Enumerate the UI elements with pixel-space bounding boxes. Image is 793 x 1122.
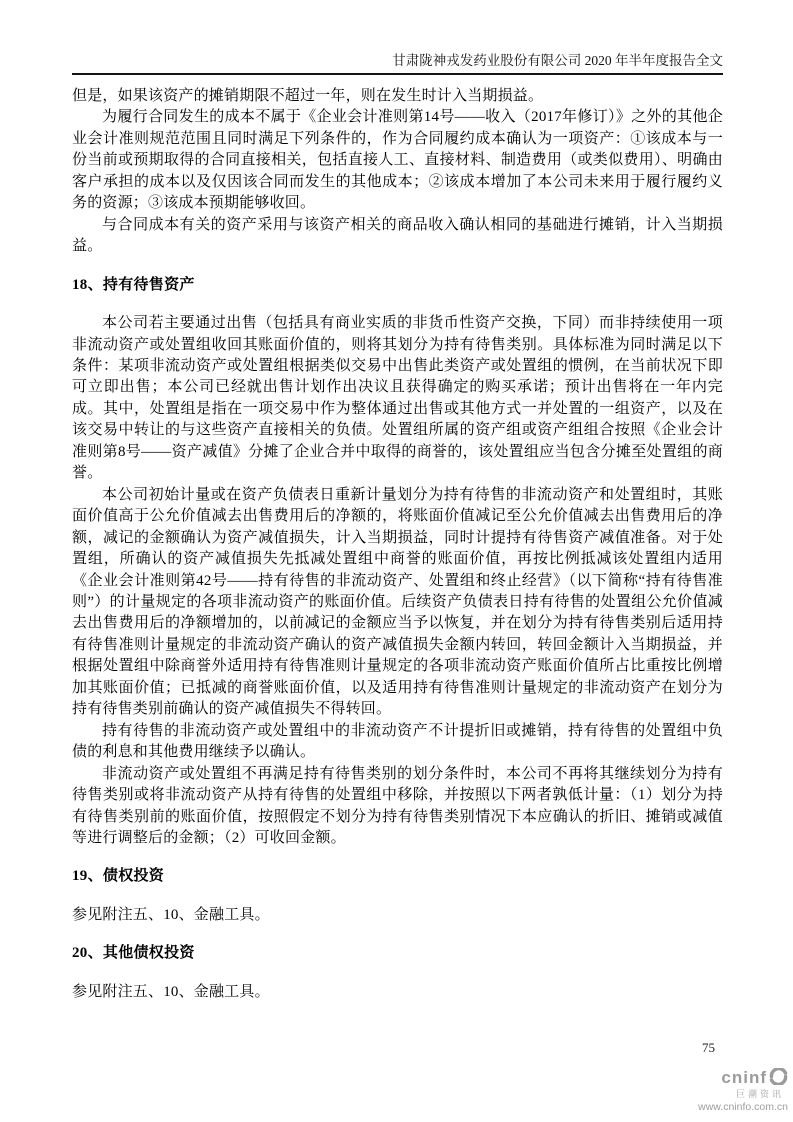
cninfo-wordmark: cninf <box>721 1068 767 1087</box>
paragraph: 本公司初始计量或在资产负债表日重新计量划分为持有待售的非流动资产和处置组时，其账面价值高于公允价值减去出售费用后的净额的，将账面价值减记至公允价值减去出售费用后的净额，减记的金额确认为资产减值损失，计入当期损益，同时计提持有待售资产减值准备。对于处置组，所确认的资产减值损失先抵减处置组中商誉的账面价值，再按比例抵减该处置组内适用《企业会计准则第42号——持有待售的非流动资产、处置组和终止经营》（以下简称“持有待售准则”）的计量规定的各项非流动资产的账面价值。后续资产负债表日持有待售的处置组公允价值减去出售费用后的净额增加的，以前减记的金额应当予以恢复，并在划分为持有待售类别后适用持有待售准则计量规定的非流动资产确认的资产减值损失金额内转回，转回金额计入当期损益，并根据处置组中除商誉外适用持有待售准则计量规定的各项非流动资产账面价值所占比重按比例增加其账面价值；已抵减的商誉账面价值，以及适用持有待售准则计量规定的非流动资产在划分为持有待售类别前确认的资产减值损失不得转回。 <box>72 486 723 718</box>
document-body <box>72 86 723 1003</box>
cninfo-logo <box>698 1068 788 1113</box>
paragraph: 但是，如果该资产的摊销期限不超过一年，则在发生时计入当期损益。 <box>72 88 544 104</box>
cninfo-caption: 巨潮资讯 <box>735 1088 784 1099</box>
paragraph: 持有待售的非流动资产或处置组中的非流动资产不计提折旧或摊销，持有待售的处置组中负债的利息和其他费用继续予以确认。 <box>72 722 723 761</box>
section-heading-18: 18、持有待售资产 <box>72 276 195 293</box>
report-title: 甘肃陇神戎发药业股份有限公司 2020 年半年度报告全文 <box>392 53 723 68</box>
paragraph: 非流动资产或处置组不再满足持有待售类别的划分条件时，本公司不再将其继续划分为持有待售类别或将非流动资产从持有待售的处置组中移除，并按照以下两者孰低计量：（1）划分为持有待售类别前的账面价值，按照假定不划分为持有待售类别情况下本应确认的折旧、摊销或减值等进行调整后的金额；（2）可收回金额。 <box>72 765 723 846</box>
page-header <box>72 0 723 75</box>
cninfo-swirl-icon <box>769 1068 788 1088</box>
page-number: 75 <box>702 1040 715 1055</box>
paragraph: 与合同成本有关的资产采用与该资产相关的商品收入确认相同的基础进行摊销，计入当期损益。 <box>72 216 723 255</box>
paragraph: 参见附注五、10、金融工具。 <box>72 983 270 1000</box>
section-heading-20: 20、其他债权投资 <box>72 945 195 962</box>
paragraph: 为履行合同发生的成本不属于《企业会计准则第14号——收入（2017年修订）》之外的其他企业会计准则规范范围且同时满足下列条件的，作为合同履约成本确认为一项资产：①该成本与一份当前或预期取得的合同直接相关，包括直接人工、直接材料、制造费用（或类似费用）、明确由客户承担的成本以及仅因该合同而发生的其他成本；②该成本增加了本公司未来用于履行履约义务的资源；③该成本预期能够收回。 <box>72 109 723 212</box>
cninfo-url: www.cninfo.com.cn <box>698 1100 788 1113</box>
paragraph: 本公司若主要通过出售（包括具有商业实质的非货币性资产交换，下同）而非持续使用一项非流动资产或处置组收回其账面价值的，则将其划分为持有待售类别。具体标准为同时满足以下条件：某项非流动资产或处置组根据类似交易中出售此类资产或处置组的惯例，在当前状况下即可立即出售；本公司已经就出售计划作出决议且获得确定的购买承诺；预计出售将在一年内完成。其中，处置组是指在一项交易中作为整体通过出售或其他方式一并处置的一组资产，以及在该交易中转让的与这些资产直接相关的负债。处置组所属的资产组或资产组组合按照《企业会计准则第8号——资产减值》分摊了企业合并中取得的商誉的，该处置组应当包含分摊至处置组的商誉。 <box>72 315 723 482</box>
cninfo-wordmark-row <box>698 1068 788 1088</box>
paragraph: 参见附注五、10、金融工具。 <box>72 906 270 923</box>
section-heading-19: 19、债权投资 <box>72 868 165 885</box>
